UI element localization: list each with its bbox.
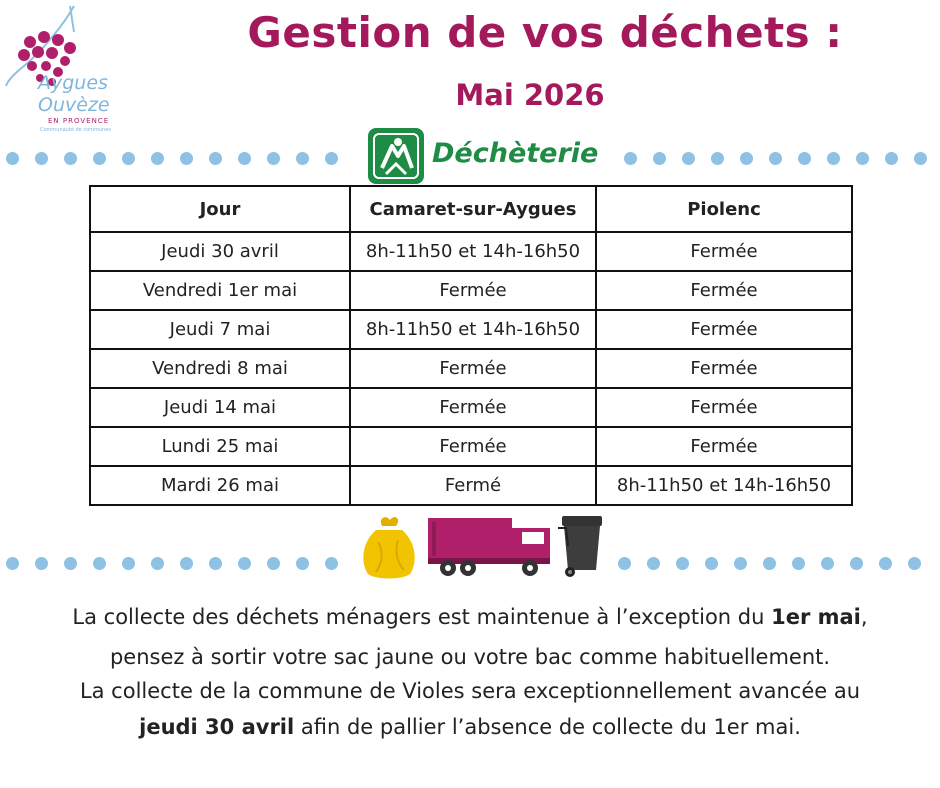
divider-dot [769,152,782,165]
divider-dot [618,557,631,570]
logo-line-4: Communauté de communes [40,127,111,133]
message-text: afin de pallier l’absence de collecte du 1er mai. [294,715,801,739]
divider-dot [64,152,77,165]
page-title: Gestion de vos déchets : [247,8,843,57]
cell-piolenc: Fermée [596,427,852,466]
header-piolenc: Piolenc [596,186,852,232]
cell-piolenc: Fermée [596,271,852,310]
schedule-table [89,185,853,506]
cell-day: Vendredi 1er mai [90,271,350,310]
message-line-3: La collecte de la commune de Violes sera exceptionnellement avancée au [79,679,861,703]
cell-camaret: Fermé [350,466,596,505]
cell-piolenc: Fermée [596,349,852,388]
logo-line-2: Ouvèze [38,94,110,116]
divider-dot [238,152,251,165]
dotted-divider-mid-left [0,557,352,573]
divider-dot [879,557,892,570]
cell-day: Jeudi 14 mai [90,388,350,427]
divider-dot [122,152,135,165]
cell-camaret: 8h-11h50 et 14h-16h50 [350,310,596,349]
dotted-divider-mid-right [612,557,940,573]
cell-day: Mardi 26 mai [90,466,350,505]
divider-dot [64,557,77,570]
message-bold-date: 1er mai [771,605,861,629]
divider-dot [151,152,164,165]
divider-dot [914,152,927,165]
cell-day: Lundi 25 mai [90,427,350,466]
message-line-2: pensez à sortir votre sac jaune ou votre bac comme habituellement. [109,645,831,669]
trash-bin-icon [556,512,606,578]
divider-dot [151,557,164,570]
divider-dot [827,152,840,165]
cell-piolenc: Fermée [596,388,852,427]
divider-dot [740,152,753,165]
cell-camaret: Fermée [350,427,596,466]
divider-dot [653,152,666,165]
divider-dot [676,557,689,570]
table-row [90,232,852,271]
divider-dot [35,557,48,570]
divider-dot [267,152,280,165]
table-header-row [90,186,852,232]
divider-dot [180,152,193,165]
cell-camaret: 8h-11h50 et 14h-16h50 [350,232,596,271]
cell-day: Vendredi 8 mai [90,349,350,388]
logo-line-3: EN PROVENCE [48,117,110,125]
divider-dot [821,557,834,570]
table-row [90,388,852,427]
divider-dot [180,557,193,570]
aygues-ouveze-logo [4,4,144,136]
divider-dot [296,152,309,165]
table-row [90,466,852,505]
divider-dot [705,557,718,570]
cell-camaret: Fermée [350,349,596,388]
divider-dot [296,557,309,570]
divider-dot [6,557,19,570]
header-camaret: Camaret-sur-Aygues [350,186,596,232]
divider-dot [209,557,222,570]
divider-dot [711,152,724,165]
divider-dot [850,557,863,570]
table-row [90,427,852,466]
divider-dot [209,152,222,165]
dotted-divider-top-right [618,152,940,168]
dechetterie-label: Déchèterie [432,138,599,169]
header-jour: Jour [90,186,350,232]
divider-dot [35,152,48,165]
message-line-4 [0,710,940,745]
divider-dot [856,152,869,165]
cell-piolenc: 8h-11h50 et 14h-16h50 [596,466,852,505]
divider-dot [93,152,106,165]
cell-piolenc: Fermée [596,310,852,349]
cell-camaret: Fermée [350,271,596,310]
divider-dot [267,557,280,570]
divider-dot [908,557,921,570]
dotted-divider-top-left [0,152,345,168]
dechetterie-recycle-icon [368,128,424,184]
divider-dot [624,152,637,165]
cell-day: Jeudi 7 mai [90,310,350,349]
divider-dot [122,557,135,570]
page-subtitle: Mai 2026 [455,78,605,112]
cell-camaret: Fermée [350,388,596,427]
divider-dot [798,152,811,165]
divider-dot [792,557,805,570]
table-row [90,349,852,388]
message-text: , [860,605,868,629]
divider-dot [93,557,106,570]
message-line-1 [0,600,940,635]
divider-dot [885,152,898,165]
divider-dot [763,557,776,570]
message-text: La collecte des déchets ménagers est maintenue à l’exception du [72,605,772,629]
yellow-bag-icon [358,512,420,580]
divider-dot [6,152,19,165]
divider-dot [325,557,338,570]
divider-dot [647,557,660,570]
divider-dot [734,557,747,570]
logo-line-1: Aygues [38,72,108,94]
garbage-truck-icon [426,514,554,578]
divider-dot [325,152,338,165]
message-bold-date: jeudi 30 avril [139,715,295,739]
table-row [90,310,852,349]
cell-day: Jeudi 30 avril [90,232,350,271]
table-row [90,271,852,310]
cell-piolenc: Fermée [596,232,852,271]
divider-dot [238,557,251,570]
divider-dot [682,152,695,165]
